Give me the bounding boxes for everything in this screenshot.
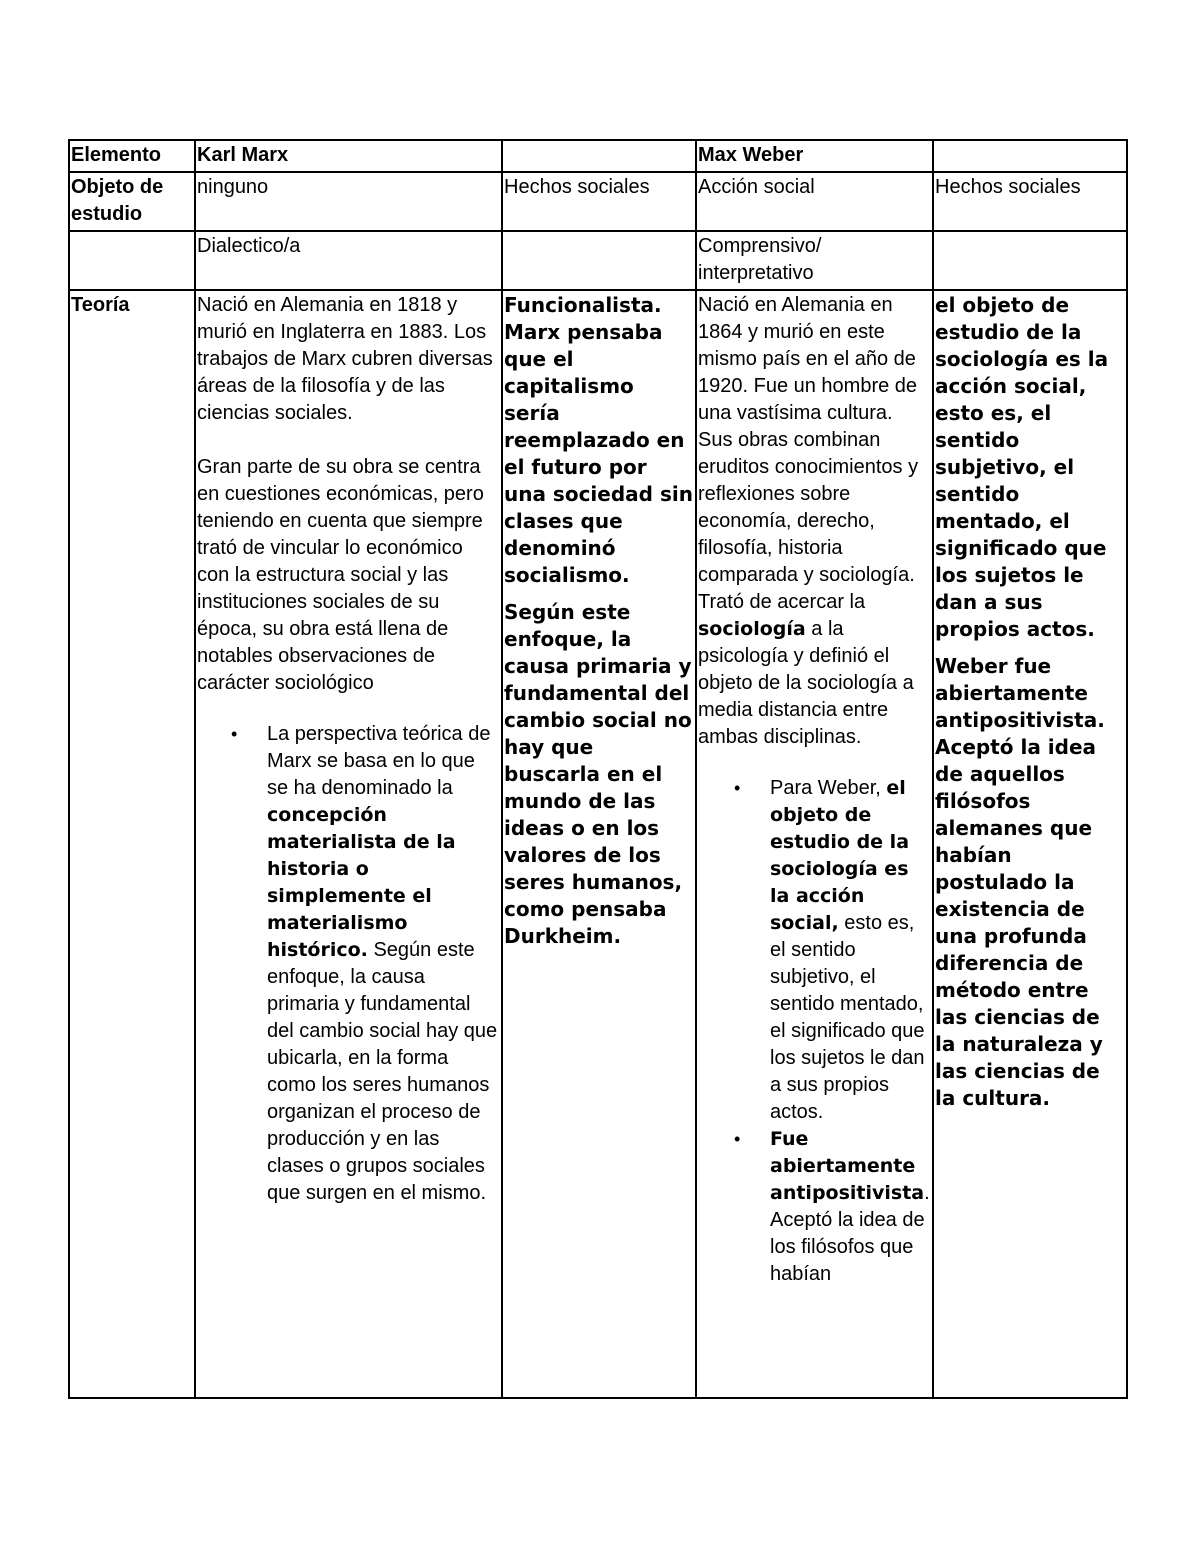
weber-p1-post: a la psicología y definió el objeto de la sociología a media distancia entre ambas disciplinas. xyxy=(698,618,914,748)
teoria-weber xyxy=(696,290,933,1398)
last-paragraph-2: Weber fue abiertamente antipositivista. Aceptó la idea de aquellos filósofos alemanes que habían postulado la existencia de una profunda diferencia de método entre las ciencias de la naturaleza y las ciencias de la cultura. xyxy=(935,654,1105,1110)
marx-bullet-pre: La perspectiva teórica de Marx se basa en lo que se ha denominado la xyxy=(267,723,491,799)
weber-b1-bold: el objeto de estudio de la sociología es la acción social, xyxy=(770,777,910,934)
marx-bullet-post: Según este enfoque, la causa primaria y fundamental del cambio social hay que ubicarla, en la forma como los seres humanos organizan el proceso de producción y en las clases o grupos sociales que surgen en el mismo. xyxy=(267,939,498,1204)
marx-bullet-bold: concepción materialista de la historia o simplemente el materialismo histórico. xyxy=(267,804,456,961)
marx-paragraph-1: Nació en Alemania en 1818 y murió en Inglaterra en 1883. Los trabajos de Marx cubren diversas áreas de la filosofía y de las ciencias sociales. xyxy=(197,294,493,424)
teoria-label: Teoría xyxy=(69,290,195,1398)
weber-p1-bold: sociología xyxy=(698,618,806,640)
marx-paragraph-2: Gran parte de su obra se centra en cuestiones económicas, pero teniendo en cuenta que siempre trató de vincular lo económico con la estructura social y las instituciones sociales de su época, su obra está llena de notables observaciones de carácter sociológico xyxy=(197,456,484,694)
weber-paragraph-1 xyxy=(698,292,930,751)
weber-b2-bold: Fue abiertamente antipositivista xyxy=(770,1128,925,1204)
func-paragraph-2: Según este enfoque, la causa primaria y fundamental del cambio social no hay que buscarla en el mundo de las ideas o en los valores de los seres humanos, como pensaba Durkheim. xyxy=(504,600,692,948)
marx-bullet-item xyxy=(267,721,499,1207)
objeto-row xyxy=(69,172,1127,231)
weber-bullet-1 xyxy=(770,775,930,1126)
objeto-marx: ninguno xyxy=(195,172,502,231)
metodo-blank-1 xyxy=(502,231,696,290)
marx-bullet-list xyxy=(197,721,499,1207)
teoria-row xyxy=(69,290,1127,1398)
header-karl-marx: Karl Marx xyxy=(195,140,502,172)
header-elemento: Elemento xyxy=(69,140,195,172)
metodo-row xyxy=(69,231,1127,290)
comparison-table xyxy=(68,139,1128,1399)
objeto-marx-extra: Hechos sociales xyxy=(502,172,696,231)
metodo-marx: Dialectico/a xyxy=(195,231,502,290)
metodo-blank-2 xyxy=(933,231,1127,290)
teoria-weber-summary xyxy=(933,290,1127,1398)
header-blank-1 xyxy=(502,140,696,172)
weber-b1-post: esto es, el sentido subjetivo, el sentido mentado, el significado que los sujetos le dan a sus propios actos. xyxy=(770,912,925,1123)
objeto-label: Objeto de estudio xyxy=(69,172,195,231)
weber-b2-post: . Aceptó la idea de los filósofos que habían xyxy=(770,1182,930,1285)
func-paragraph-1: Funcionalista. Marx pensaba que el capitalismo sería reemplazado en el futuro por una sociedad sin clases que denominó socialismo. xyxy=(504,293,693,587)
metodo-label xyxy=(69,231,195,290)
teoria-funcionalista xyxy=(502,290,696,1398)
weber-p1-pre: Nació en Alemania en 1864 y murió en este mismo país en el año de 1920. Fue un hombre de una vastísima cultura. Sus obras combinan eruditos conocimientos y reflexiones sobre economía, derecho, filosofía, historia comparada y sociología. Trató de acercar la xyxy=(698,294,919,613)
objeto-weber: Acción social xyxy=(696,172,933,231)
header-row xyxy=(69,140,1127,172)
weber-bullet-list xyxy=(698,775,930,1288)
header-max-weber: Max Weber xyxy=(696,140,933,172)
header-blank-2 xyxy=(933,140,1127,172)
teoria-marx xyxy=(195,290,502,1398)
weber-bullet-2 xyxy=(770,1126,930,1288)
weber-b1-pre: Para Weber, xyxy=(770,777,881,799)
metodo-weber: Comprensivo/ interpretativo xyxy=(696,231,933,290)
objeto-weber-extra: Hechos sociales xyxy=(933,172,1127,231)
last-paragraph-1: el objeto de estudio de la sociología es la acción social, esto es, el sentido subjetivo, el sentido mentado, el significado que los sujetos le dan a sus propios actos. xyxy=(935,293,1109,641)
